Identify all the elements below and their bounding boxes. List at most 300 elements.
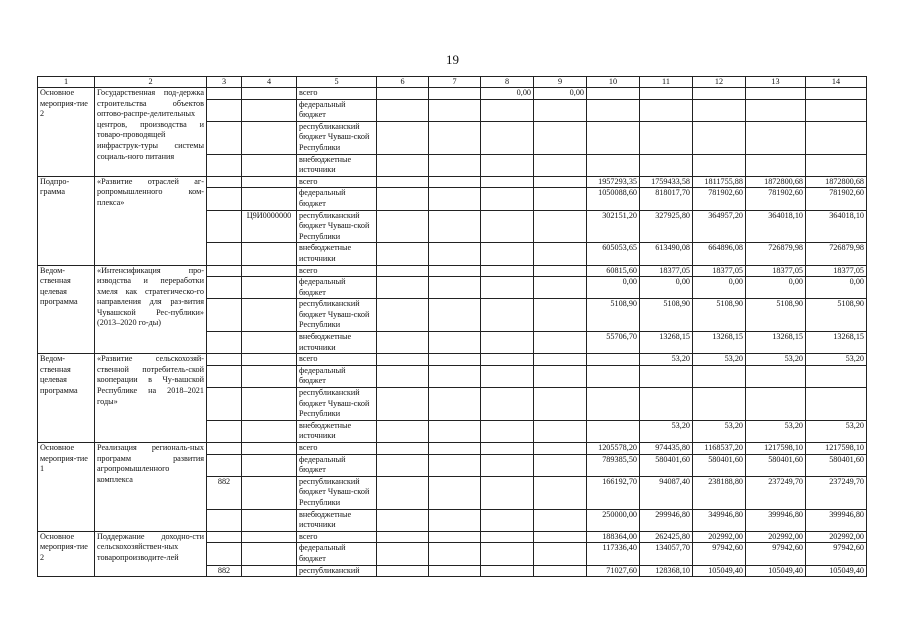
program-name-cell: Поддержание доходно-сти сельскохозяйствен-ных товаропроизводите-лей <box>95 531 207 576</box>
amount-cell: 202992,00 <box>806 531 867 543</box>
amount-cell <box>640 99 693 121</box>
amount-cell: 53,20 <box>746 420 806 442</box>
amount-cell: 5108,90 <box>746 299 806 332</box>
amount-cell <box>429 99 481 121</box>
column-header: 9 <box>534 77 587 88</box>
amount-cell <box>640 365 693 387</box>
amount-cell <box>429 188 481 210</box>
amount-cell: 166192,70 <box>587 476 640 509</box>
amount-cell: 117336,40 <box>587 543 640 565</box>
amount-cell <box>640 154 693 176</box>
target-article-code-cell <box>242 188 297 210</box>
amount-cell: 18377,05 <box>806 265 867 277</box>
amount-cell: 0,00 <box>640 277 693 299</box>
amount-cell: 299946,80 <box>640 509 693 531</box>
amount-cell: 13268,15 <box>746 332 806 354</box>
funding-source-cell: внебюджетные источники <box>297 243 377 265</box>
amount-cell: 13268,15 <box>640 332 693 354</box>
funding-source-cell: федеральный бюджет <box>297 543 377 565</box>
amount-cell: 1957293,35 <box>587 176 640 188</box>
amount-cell <box>377 88 429 100</box>
target-article-code-cell <box>242 265 297 277</box>
amount-cell <box>534 354 587 366</box>
administrator-code-cell <box>207 99 242 121</box>
amount-cell: 97942,60 <box>693 543 746 565</box>
column-header: 14 <box>806 77 867 88</box>
amount-cell <box>377 299 429 332</box>
target-article-code-cell <box>242 176 297 188</box>
amount-cell: 580401,60 <box>640 454 693 476</box>
administrator-code-cell <box>207 543 242 565</box>
amount-cell <box>481 332 534 354</box>
amount-cell <box>534 188 587 210</box>
column-header: 6 <box>377 77 429 88</box>
amount-cell: 1811755,88 <box>693 176 746 188</box>
amount-cell <box>429 121 481 154</box>
table-row <box>38 88 867 100</box>
amount-cell <box>377 565 429 577</box>
amount-cell <box>481 188 534 210</box>
administrator-code-cell <box>207 299 242 332</box>
amount-cell <box>587 365 640 387</box>
amount-cell: 53,20 <box>746 354 806 366</box>
amount-cell: 13268,15 <box>806 332 867 354</box>
target-article-code-cell <box>242 99 297 121</box>
amount-cell <box>806 365 867 387</box>
amount-cell: 0,00 <box>693 277 746 299</box>
target-article-code-cell <box>242 420 297 442</box>
amount-cell <box>481 509 534 531</box>
amount-cell <box>481 388 534 421</box>
amount-cell: 5108,90 <box>587 299 640 332</box>
funding-source-cell: всего <box>297 265 377 277</box>
amount-cell <box>377 388 429 421</box>
amount-cell <box>534 121 587 154</box>
amount-cell <box>429 565 481 577</box>
amount-cell <box>534 332 587 354</box>
amount-cell: 5108,90 <box>806 299 867 332</box>
amount-cell: 71027,60 <box>587 565 640 577</box>
amount-cell <box>481 565 534 577</box>
amount-cell <box>587 388 640 421</box>
amount-cell <box>534 365 587 387</box>
target-article-code-cell <box>242 543 297 565</box>
amount-cell <box>377 365 429 387</box>
amount-cell: 399946,80 <box>806 509 867 531</box>
funding-source-cell: федеральный бюджет <box>297 365 377 387</box>
funding-source-cell: республиканский <box>297 565 377 577</box>
amount-cell: 18377,05 <box>640 265 693 277</box>
column-header: 7 <box>429 77 481 88</box>
amount-cell <box>481 543 534 565</box>
funding-source-cell: всего <box>297 531 377 543</box>
amount-cell: 105049,40 <box>746 565 806 577</box>
amount-cell: 13268,15 <box>693 332 746 354</box>
amount-cell: 613490,08 <box>640 243 693 265</box>
amount-cell: 94087,40 <box>640 476 693 509</box>
amount-cell: 105049,40 <box>806 565 867 577</box>
administrator-code-cell <box>207 332 242 354</box>
target-article-code-cell <box>242 388 297 421</box>
amount-cell: 53,20 <box>693 354 746 366</box>
column-header: 4 <box>242 77 297 88</box>
amount-cell <box>429 176 481 188</box>
amount-cell <box>377 531 429 543</box>
program-type-cell: Подпро-грамма <box>38 176 95 265</box>
target-article-code-cell <box>242 243 297 265</box>
funding-source-cell: федеральный бюджет <box>297 188 377 210</box>
amount-cell: 1872800,68 <box>746 176 806 188</box>
funding-source-cell: всего <box>297 88 377 100</box>
target-article-code-cell <box>242 354 297 366</box>
amount-cell: 0,00 <box>481 88 534 100</box>
amount-cell: 349946,80 <box>693 509 746 531</box>
funding-source-cell: внебюджетные источники <box>297 509 377 531</box>
amount-cell <box>534 277 587 299</box>
amount-cell <box>481 121 534 154</box>
funding-source-cell: республиканский бюджет Чуваш-ской Республики <box>297 210 377 243</box>
amount-cell <box>429 531 481 543</box>
amount-cell: 1759433,58 <box>640 176 693 188</box>
amount-cell <box>534 243 587 265</box>
amount-cell: 97942,60 <box>746 543 806 565</box>
amount-cell: 726879,98 <box>806 243 867 265</box>
amount-cell: 1217598,10 <box>746 443 806 455</box>
amount-cell <box>534 99 587 121</box>
amount-cell <box>377 176 429 188</box>
amount-cell <box>534 543 587 565</box>
program-name-cell: Государственная под-держка строительства объектов оптово-распре-делительных центров, производства и товаро-проводящей инфраструк-туры системы социаль-ного питания <box>95 88 207 177</box>
target-article-code-cell <box>242 565 297 577</box>
amount-cell: 55706,70 <box>587 332 640 354</box>
amount-cell <box>481 531 534 543</box>
amount-cell <box>534 154 587 176</box>
amount-cell <box>806 154 867 176</box>
amount-cell: 53,20 <box>806 354 867 366</box>
funding-source-cell: республиканский бюджет Чуваш-ской Республики <box>297 388 377 421</box>
amount-cell <box>534 531 587 543</box>
amount-cell <box>377 99 429 121</box>
amount-cell <box>429 88 481 100</box>
amount-cell: 781902,60 <box>806 188 867 210</box>
amount-cell: 364018,10 <box>806 210 867 243</box>
table-row <box>38 443 867 455</box>
amount-cell <box>377 243 429 265</box>
amount-cell <box>377 277 429 299</box>
amount-cell <box>640 88 693 100</box>
administrator-code-cell <box>207 154 242 176</box>
amount-cell <box>481 210 534 243</box>
amount-cell: 789385,50 <box>587 454 640 476</box>
amount-cell: 202992,00 <box>746 531 806 543</box>
amount-cell <box>746 121 806 154</box>
amount-cell <box>377 354 429 366</box>
amount-cell: 237249,70 <box>806 476 867 509</box>
table-row <box>38 265 867 277</box>
amount-cell <box>377 332 429 354</box>
target-article-code-cell <box>242 454 297 476</box>
amount-cell: 302151,20 <box>587 210 640 243</box>
amount-cell: 18377,05 <box>693 265 746 277</box>
funding-source-cell: республиканский бюджет Чуваш-ской Республики <box>297 121 377 154</box>
administrator-code-cell <box>207 531 242 543</box>
amount-cell: 664896,08 <box>693 243 746 265</box>
amount-cell <box>429 420 481 442</box>
amount-cell: 781902,60 <box>746 188 806 210</box>
amount-cell <box>429 476 481 509</box>
administrator-code-cell <box>207 88 242 100</box>
column-header: 10 <box>587 77 640 88</box>
amount-cell <box>377 154 429 176</box>
amount-cell <box>481 176 534 188</box>
target-article-code-cell <box>242 531 297 543</box>
administrator-code-cell <box>207 265 242 277</box>
administrator-code-cell: 882 <box>207 565 242 577</box>
amount-cell <box>693 365 746 387</box>
target-article-code-cell <box>242 365 297 387</box>
amount-cell <box>481 476 534 509</box>
page-number: 19 <box>446 52 459 67</box>
amount-cell <box>481 154 534 176</box>
amount-cell <box>806 99 867 121</box>
amount-cell <box>693 154 746 176</box>
funding-source-cell: всего <box>297 176 377 188</box>
administrator-code-cell <box>207 509 242 531</box>
column-header: 11 <box>640 77 693 88</box>
target-article-code-cell <box>242 277 297 299</box>
administrator-code-cell <box>207 388 242 421</box>
amount-cell <box>429 277 481 299</box>
amount-cell <box>746 88 806 100</box>
amount-cell: 1217598,10 <box>806 443 867 455</box>
amount-cell <box>429 443 481 455</box>
program-type-cell: Основное мероприя-тие 1 <box>38 443 95 532</box>
funding-source-cell: республиканский бюджет Чуваш-ской Республики <box>297 299 377 332</box>
amount-cell <box>806 388 867 421</box>
amount-cell <box>534 176 587 188</box>
column-header: 13 <box>746 77 806 88</box>
amount-cell: 0,00 <box>806 277 867 299</box>
administrator-code-cell: 882 <box>207 476 242 509</box>
amount-cell: 128368,10 <box>640 565 693 577</box>
amount-cell <box>429 299 481 332</box>
amount-cell: 818017,70 <box>640 188 693 210</box>
amount-cell <box>481 99 534 121</box>
program-type-cell: Основное мероприя-тие 2 <box>38 531 95 576</box>
amount-cell: 0,00 <box>587 277 640 299</box>
administrator-code-cell <box>207 443 242 455</box>
amount-cell <box>587 420 640 442</box>
amount-cell: 327925,80 <box>640 210 693 243</box>
amount-cell <box>806 121 867 154</box>
column-header: 2 <box>95 77 207 88</box>
amount-cell: 18377,05 <box>746 265 806 277</box>
amount-cell <box>640 388 693 421</box>
amount-cell <box>534 509 587 531</box>
amount-cell <box>429 265 481 277</box>
amount-cell: 580401,60 <box>806 454 867 476</box>
amount-cell: 0,00 <box>746 277 806 299</box>
amount-cell <box>534 454 587 476</box>
column-number-row <box>38 77 867 88</box>
amount-cell: 399946,80 <box>746 509 806 531</box>
administrator-code-cell <box>207 121 242 154</box>
amount-cell: 5108,90 <box>693 299 746 332</box>
funding-table <box>37 76 867 577</box>
amount-cell: 364957,20 <box>693 210 746 243</box>
amount-cell <box>429 332 481 354</box>
amount-cell <box>377 121 429 154</box>
column-header: 8 <box>481 77 534 88</box>
amount-cell: 1872800,68 <box>806 176 867 188</box>
amount-cell <box>481 420 534 442</box>
amount-cell <box>587 154 640 176</box>
amount-cell <box>746 154 806 176</box>
amount-cell <box>746 365 806 387</box>
amount-cell: 250000,00 <box>587 509 640 531</box>
amount-cell: 53,20 <box>693 420 746 442</box>
amount-cell <box>693 88 746 100</box>
amount-cell <box>429 354 481 366</box>
amount-cell <box>693 99 746 121</box>
funding-source-cell: всего <box>297 443 377 455</box>
amount-cell <box>481 277 534 299</box>
funding-source-cell: всего <box>297 354 377 366</box>
amount-cell <box>587 88 640 100</box>
amount-cell: 105049,40 <box>693 565 746 577</box>
amount-cell <box>806 88 867 100</box>
table-body <box>38 88 867 577</box>
program-name-cell: Реализация региональ-ных программ развития агропромышленного комплекса <box>95 443 207 532</box>
column-header: 1 <box>38 77 95 88</box>
amount-cell <box>377 420 429 442</box>
amount-cell: 726879,98 <box>746 243 806 265</box>
amount-cell <box>481 299 534 332</box>
column-header: 3 <box>207 77 242 88</box>
amount-cell <box>429 154 481 176</box>
amount-cell <box>377 509 429 531</box>
table-row <box>38 354 867 366</box>
amount-cell: 53,20 <box>806 420 867 442</box>
target-article-code-cell <box>242 88 297 100</box>
table-row <box>38 176 867 188</box>
amount-cell <box>377 454 429 476</box>
administrator-code-cell <box>207 176 242 188</box>
target-article-code-cell <box>242 121 297 154</box>
amount-cell: 237249,70 <box>746 476 806 509</box>
administrator-code-cell <box>207 420 242 442</box>
funding-source-cell: федеральный бюджет <box>297 454 377 476</box>
amount-cell <box>429 543 481 565</box>
column-header: 12 <box>693 77 746 88</box>
target-article-code-cell <box>242 332 297 354</box>
amount-cell <box>693 388 746 421</box>
amount-cell: 5108,90 <box>640 299 693 332</box>
amount-cell <box>481 243 534 265</box>
amount-cell: 53,20 <box>640 354 693 366</box>
amount-cell <box>429 509 481 531</box>
amount-cell <box>481 365 534 387</box>
amount-cell: 202992,00 <box>693 531 746 543</box>
program-type-cell: Ведом-ственная целевая программа <box>38 265 95 354</box>
target-article-code-cell: Ц9И0000000 <box>242 210 297 243</box>
program-type-cell: Основное мероприя-тие 2 <box>38 88 95 177</box>
amount-cell: 53,20 <box>640 420 693 442</box>
program-name-cell: «Развитие отраслей аг-ропромышленного ком-плекса» <box>95 176 207 265</box>
amount-cell <box>481 265 534 277</box>
program-name-cell: «Развитие сельскохозяй-ственной потребитель-ской кооперации в Чу-вашской Республике на 2018–2021 годы» <box>95 354 207 443</box>
amount-cell <box>534 476 587 509</box>
amount-cell: 60815,60 <box>587 265 640 277</box>
amount-cell: 605053,65 <box>587 243 640 265</box>
target-article-code-cell <box>242 476 297 509</box>
administrator-code-cell <box>207 243 242 265</box>
administrator-code-cell <box>207 277 242 299</box>
amount-cell <box>534 443 587 455</box>
amount-cell: 97942,60 <box>806 543 867 565</box>
amount-cell <box>377 476 429 509</box>
amount-cell <box>377 265 429 277</box>
amount-cell <box>587 99 640 121</box>
amount-cell <box>429 243 481 265</box>
funding-source-cell: внебюджетные источники <box>297 332 377 354</box>
target-article-code-cell <box>242 443 297 455</box>
amount-cell <box>481 354 534 366</box>
funding-source-cell: республиканский бюджет Чуваш-ской Республики <box>297 476 377 509</box>
amount-cell <box>534 210 587 243</box>
target-article-code-cell <box>242 299 297 332</box>
amount-cell: 188364,00 <box>587 531 640 543</box>
amount-cell: 0,00 <box>534 88 587 100</box>
administrator-code-cell <box>207 354 242 366</box>
amount-cell <box>534 388 587 421</box>
amount-cell <box>746 99 806 121</box>
amount-cell <box>377 188 429 210</box>
column-header: 5 <box>297 77 377 88</box>
target-article-code-cell <box>242 154 297 176</box>
amount-cell <box>534 265 587 277</box>
amount-cell: 364018,10 <box>746 210 806 243</box>
amount-cell: 580401,60 <box>693 454 746 476</box>
amount-cell: 974435,80 <box>640 443 693 455</box>
amount-cell <box>693 121 746 154</box>
amount-cell <box>429 388 481 421</box>
amount-cell <box>377 543 429 565</box>
amount-cell <box>640 121 693 154</box>
funding-source-cell: внебюджетные источники <box>297 154 377 176</box>
administrator-code-cell <box>207 210 242 243</box>
amount-cell <box>377 443 429 455</box>
funding-source-cell: федеральный бюджет <box>297 99 377 121</box>
amount-cell <box>429 454 481 476</box>
administrator-code-cell <box>207 454 242 476</box>
amount-cell <box>587 121 640 154</box>
table-row <box>38 531 867 543</box>
amount-cell: 1205578,20 <box>587 443 640 455</box>
amount-cell <box>429 210 481 243</box>
amount-cell <box>746 388 806 421</box>
program-name-cell: «Интенсификация про-изводства и переработки хмеля как стратегическо-го направления для раз-вития Чувашской Рес-публики» (2013–2020 го-ды) <box>95 265 207 354</box>
amount-cell <box>377 210 429 243</box>
amount-cell <box>534 299 587 332</box>
funding-source-cell: внебюджетные источники <box>297 420 377 442</box>
target-article-code-cell <box>242 509 297 531</box>
amount-cell: 1168537,20 <box>693 443 746 455</box>
amount-cell <box>587 354 640 366</box>
amount-cell <box>534 420 587 442</box>
amount-cell <box>481 443 534 455</box>
program-type-cell: Ведом-ственная целевая программа <box>38 354 95 443</box>
